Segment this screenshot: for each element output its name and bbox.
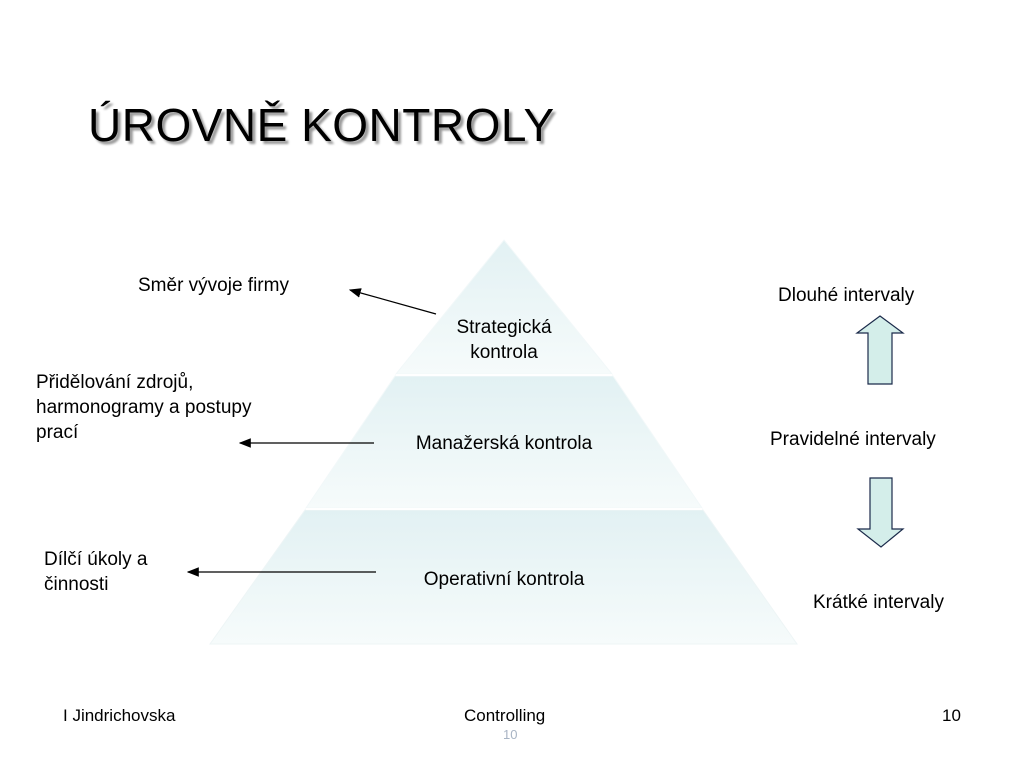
up-arrow-icon xyxy=(857,316,903,384)
slide-number: 10 xyxy=(503,727,518,742)
level-strategic-line: kontrola xyxy=(470,342,538,363)
resources-label xyxy=(36,370,251,445)
resources-line: harmonogramy a postupy xyxy=(36,397,252,418)
level-strategic-line: Strategická xyxy=(456,317,552,338)
slide-title: ÚROVNĚ KONTROLY xyxy=(88,99,555,151)
footer-subject: Controlling xyxy=(464,706,546,725)
resources-line: prací xyxy=(36,422,79,443)
tasks-line: činnosti xyxy=(44,574,109,595)
short-intervals-label: Krátké intervaly xyxy=(813,592,944,613)
tasks-label xyxy=(44,547,147,597)
footer-author: I Jindrichovska xyxy=(63,706,176,725)
resources-line: Přidělování zdrojů, xyxy=(36,372,194,393)
connector-arrow-strategic xyxy=(350,290,436,314)
regular-intervals-label: Pravidelné intervaly xyxy=(770,429,936,450)
long-intervals-label: Dlouhé intervaly xyxy=(778,285,915,306)
level-operational-label: Operativní kontrola xyxy=(423,569,585,590)
level-managerial-label: Manažerská kontrola xyxy=(415,433,593,454)
tasks-line: Dílčí úkoly a xyxy=(44,549,148,570)
direction-label: Směr vývoje firmy xyxy=(138,275,289,296)
level-strategic-label xyxy=(424,315,584,365)
footer-page-number: 10 xyxy=(942,706,961,725)
down-arrow-icon xyxy=(858,478,903,547)
